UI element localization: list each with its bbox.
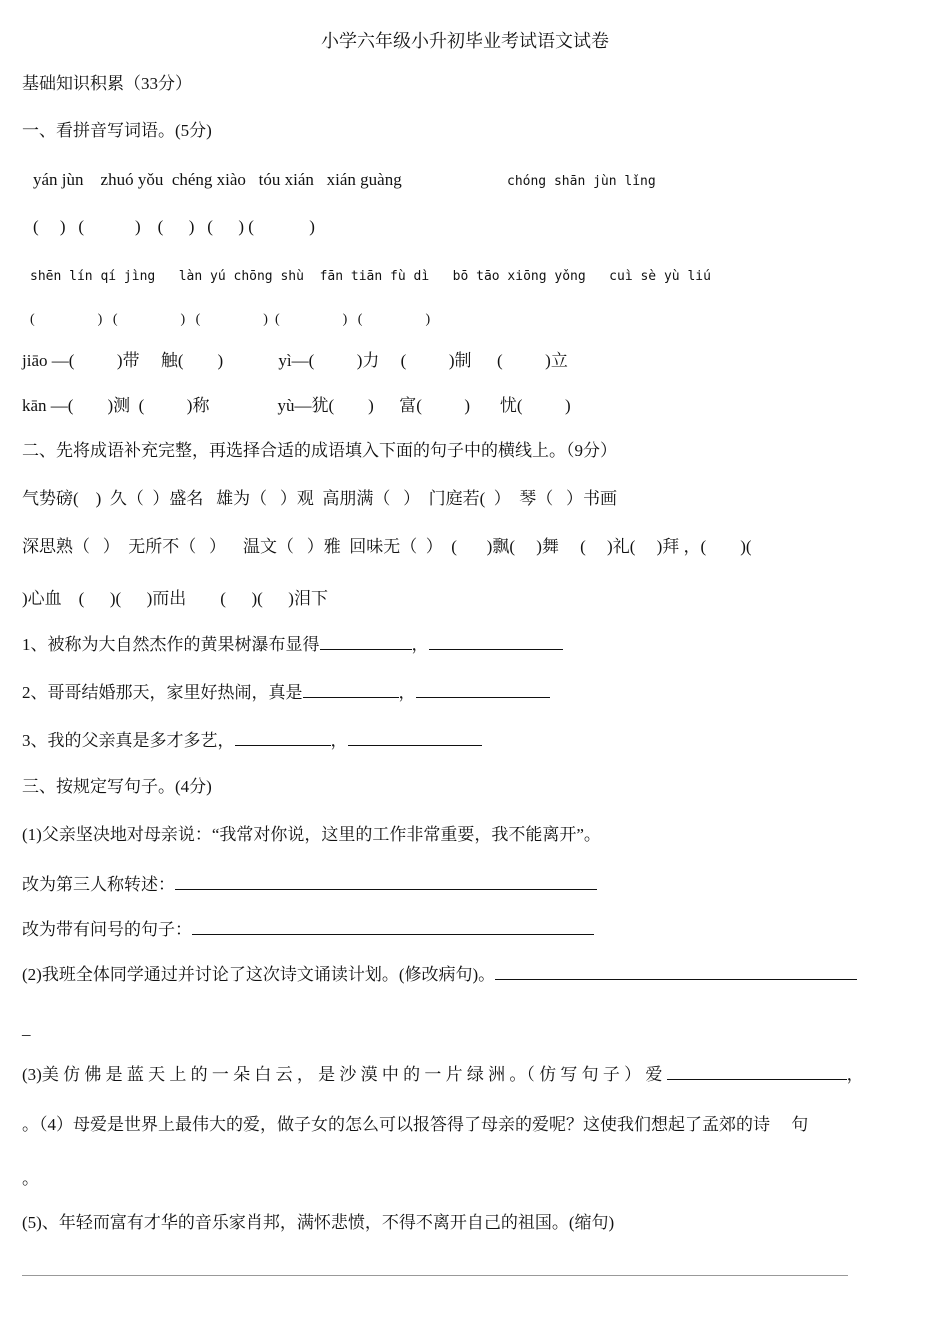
answer-blank[interactable]	[495, 963, 857, 980]
pinyin-row-1-small: chóng shān jùn lǐng	[507, 174, 656, 189]
answer-line[interactable]	[22, 1275, 848, 1276]
q3-sentence-2	[22, 963, 857, 986]
answer-blank[interactable]	[320, 633, 412, 650]
q2-heading: 二、先将成语补充完整，再选择合适的成语填入下面的句子中的横线上。（9分）	[22, 441, 617, 460]
answer-blank[interactable]	[175, 873, 597, 890]
answer-brackets-row-1: ( ) ( ) ( ) ( ) ( )	[33, 217, 315, 236]
q1-heading: 一、看拼音写词语。(5分)	[22, 121, 212, 140]
pinyin-row-1: yán jùn zhuó yǒu chéng xiào tóu xián xián guàng	[33, 170, 402, 189]
q2-sentence-3: 3、我的父亲真是多才多艺， ，	[22, 729, 482, 752]
answer-blank[interactable]	[192, 918, 594, 935]
q2-sentence-3-text: 3、我的父亲真是多才多艺，	[22, 731, 235, 750]
answer-brackets-row-2: ( ) ( ) ( ) ( ) ( )	[30, 312, 431, 327]
answer-blank[interactable]	[416, 681, 550, 698]
q3-sentence-1: (1)父亲坚决地对母亲说：“我常对你说，这里的工作非常重要，我不能离开”。	[22, 825, 601, 844]
q3-sentence-4-end: 。	[22, 1169, 39, 1188]
q3-sentence-3-text: (3)美 仿 佛 是 蓝 天 上 的 一 朵 白 云 ， 是 沙 漠 中 的 一 片 绿 洲 。（ 仿 写 句 子 ） 爱	[22, 1065, 663, 1084]
q3-sentence-2-text: (2)我班全体同学通过并讨论了这次诗文诵读计划。(修改病句)。	[22, 965, 496, 984]
q3-sentence-3-end: ，	[846, 1065, 864, 1084]
idioms-row-3: )心血 ( )( )而出 ( )( )泪下	[22, 589, 328, 608]
polyphone-line-kan: kān —( )测 ( )称 yù—犹( ) 富( ) 忧( )	[22, 396, 571, 415]
answer-blank[interactable]	[667, 1063, 847, 1080]
answer-blank[interactable]	[303, 681, 399, 698]
q3-rewrite-question-label: 改为带有问号的句子：	[22, 920, 192, 939]
q2-sentence-2: 2、哥哥结婚那天，家里好热闹，真是 ，	[22, 681, 550, 704]
answer-blank[interactable]	[235, 729, 331, 746]
q3-rewrite-third-person	[22, 873, 597, 896]
q3-heading: 三、按规定写句子。(4分)	[22, 777, 212, 796]
q3-rewrite-question	[22, 918, 594, 941]
polyphone-line-jiao: jiāo —( )带 触( ) yì—( )力 ( )制 ( )立	[22, 351, 568, 370]
q2-sentence-1: 1、被称为大自然杰作的黄果树瀑布显得 ，	[22, 633, 563, 656]
q3-sentence-5: (5)、年轻而富有才华的音乐家肖邦，满怀悲愤，不得不离开自己的祖国。(缩句)	[22, 1213, 615, 1232]
q3-rewrite-third-person-label: 改为第三人称转述：	[22, 875, 175, 894]
idioms-row-2: 深思熟（ ） 无所不（ ） 温文（ ）雅 回味无（ ） ( )飘( )舞 ( )礼( )拜 ，( )(	[22, 537, 752, 556]
page-title: 小学六年级小升初毕业考试语文试卷	[321, 31, 609, 51]
q3-sentence-2-continuation: _	[22, 1019, 31, 1038]
q2-sentence-1-text: 1、被称为大自然杰作的黄果树瀑布显得	[22, 635, 320, 654]
answer-blank[interactable]	[429, 633, 563, 650]
q3-sentence-3	[22, 1063, 864, 1086]
idioms-row-1: 气势磅( ) 久（ ）盛名 雄为（ ）观 高朋满（ ） 门庭若( ） 琴（ ）书画	[22, 489, 617, 508]
pinyin-row-2: shēn lín qí jìng làn yú chōng shù fān tiān fù dì bō tāo xiōng yǒng cuì sè yù liú	[30, 269, 711, 284]
q2-sentence-2-text: 2、哥哥结婚那天，家里好热闹，真是	[22, 683, 303, 702]
q3-sentence-4: 。（4）母爱是世界上最伟大的爱，做子女的怎么可以报答得了母亲的爱呢？这使我们想起了孟郊的诗 句	[22, 1115, 809, 1134]
answer-blank[interactable]	[348, 729, 482, 746]
section-heading-basic: 基础知识积累（33分）	[22, 74, 192, 93]
